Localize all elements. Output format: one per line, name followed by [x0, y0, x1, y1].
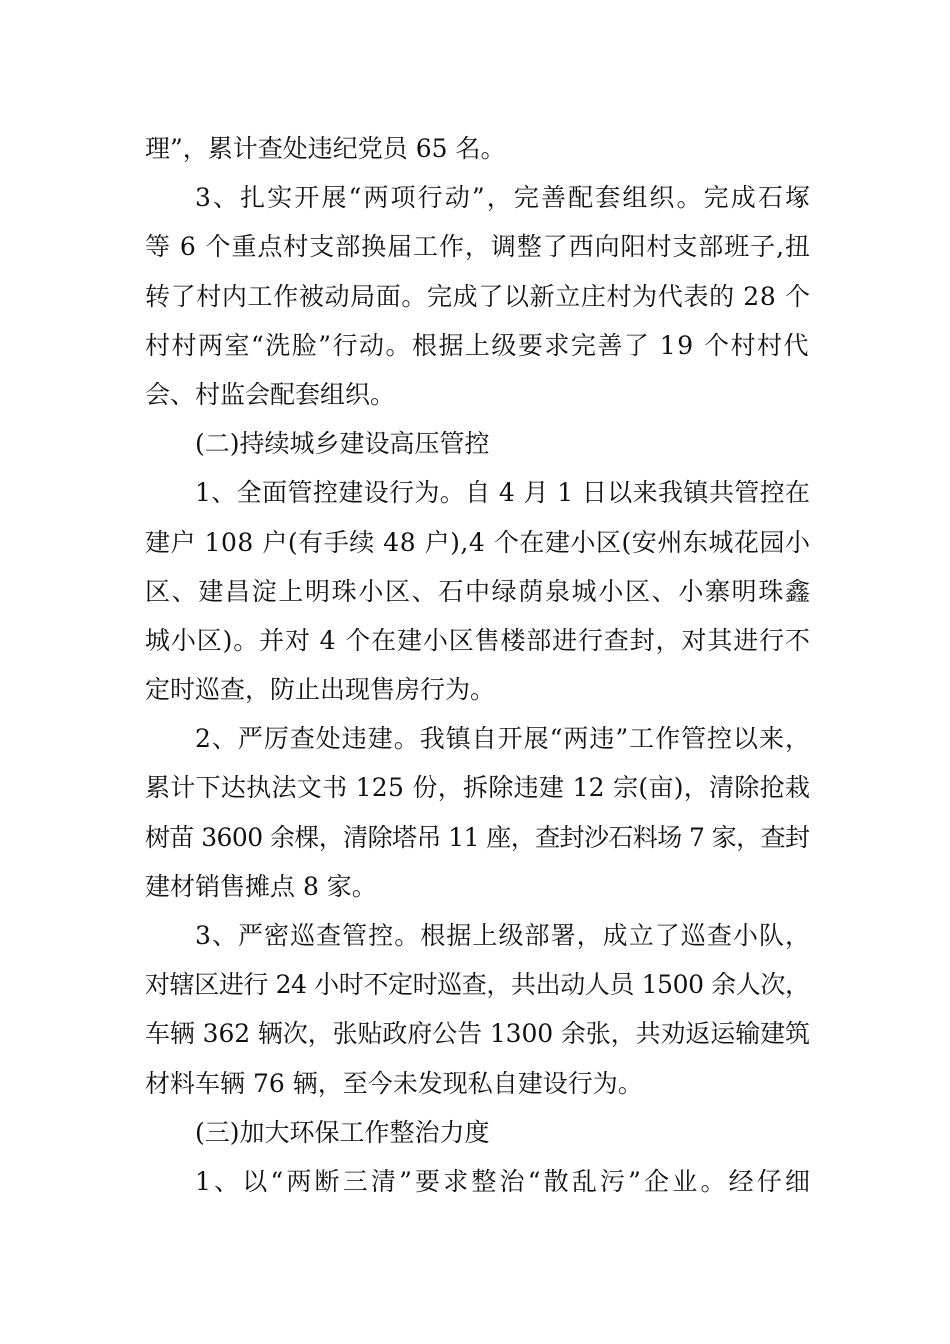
line-text: 村村两室“洗脸”行动。根据上级要求完善了 19 个村村代	[145, 330, 810, 360]
text-line	[145, 763, 810, 812]
text-line	[145, 1059, 810, 1108]
line-text: 城小区)。并对 4 个在建小区售楼部进行查封，对其进行不	[145, 625, 811, 655]
text-line	[145, 370, 810, 419]
line-text: 会、村监会配套组织。	[145, 379, 396, 409]
text-line	[145, 567, 810, 616]
line-text: 建材销售摊点 8 家。	[145, 871, 377, 901]
paragraph-start-line	[145, 714, 810, 763]
line-text: 对辖区进行 24 小时不定时巡查，共出动人员 1500 余人次，	[145, 970, 810, 1000]
paragraph-start-line	[145, 911, 810, 960]
line-text: 2、严厉查处违建。我镇自开展“两违”工作管控以来，	[195, 724, 811, 754]
line-text: 树苗 3600 余棵，清除塔吊 11 座，查封沙石料场 7 家，查封	[145, 822, 810, 852]
text-line	[145, 321, 810, 370]
paragraph-start-line	[145, 1157, 814, 1206]
text-line	[145, 222, 810, 271]
line-text: 区、建昌淀上明珠小区、石中绿荫泉城小区、小寨明珠鑫	[145, 576, 812, 606]
section-heading	[145, 1108, 810, 1157]
text-line	[145, 813, 810, 862]
line-text: 3、扎实开展“两项行动”，完善配套组织。完成石塚	[195, 183, 813, 213]
line-text: 理”，累计查处违纪党员 65 名。	[145, 134, 506, 163]
paragraph-start-line	[145, 468, 810, 517]
text-line	[145, 124, 810, 173]
paragraph-start-line	[145, 173, 813, 222]
heading-text: (三)加大环保工作整治力度	[195, 1117, 490, 1147]
line-text: 车辆 362 辆次，张贴政府公告 1300 余张，共劝返运输建筑	[145, 1019, 810, 1049]
text-line	[145, 960, 810, 1009]
line-text: 等 6 个重点村支部换届工作，调整了西向阳村支部班子,扭	[145, 232, 811, 262]
line-text: 累计下达执法文书 125 份，拆除违建 12 宗(亩)，清除抢栽	[145, 773, 811, 803]
text-line	[145, 862, 810, 911]
line-text: 1、以“两断三清”要求整治“散乱污”企业。经仔细	[195, 1166, 814, 1196]
text-line	[145, 518, 810, 567]
line-text: 材料车辆 76 辆，至今未发现私自建设行为。	[145, 1068, 643, 1098]
text-line	[145, 272, 810, 321]
document-body	[145, 124, 814, 1206]
text-line	[145, 616, 810, 665]
section-heading	[145, 419, 810, 468]
line-text: 建户 108 户(有手续 48 户),4 个在建小区(安州东城花园小	[145, 527, 811, 557]
line-text: 3、严密巡查管控。根据上级部署，成立了巡查小队，	[195, 921, 812, 950]
text-line	[145, 1009, 810, 1058]
line-text: 定时巡查，防止出现售房行为。	[145, 675, 496, 705]
line-text: 1、全面管控建设行为。自 4 月 1 日以来我镇共管控在	[195, 478, 811, 508]
text-line	[145, 665, 810, 714]
line-text: 转了村内工作被动局面。完成了以新立庄村为代表的 28 个	[145, 281, 811, 311]
heading-text: (二)持续城乡建设高压管控	[195, 429, 490, 459]
